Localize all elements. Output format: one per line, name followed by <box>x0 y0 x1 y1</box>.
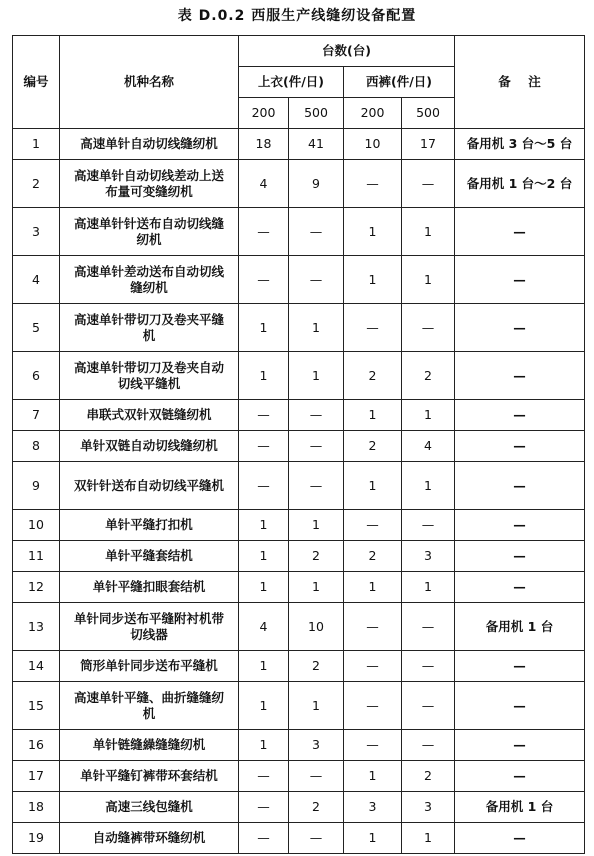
cell-note: — <box>455 256 585 304</box>
cell-trousers-500: — <box>402 304 455 352</box>
header-trousers: 西裤(件/日) <box>344 67 455 98</box>
cell-note: — <box>455 541 585 572</box>
cell-no: 5 <box>13 304 60 352</box>
cell-jacket-500: — <box>289 823 344 854</box>
cell-no: 15 <box>13 682 60 730</box>
cell-jacket-200: 1 <box>239 651 289 682</box>
cell-name: 单针同步送布平缝附衬机带切线器 <box>60 603 239 651</box>
table-row <box>13 761 585 792</box>
cell-trousers-500: 3 <box>402 792 455 823</box>
cell-no: 1 <box>13 129 60 160</box>
cell-jacket-500: — <box>289 431 344 462</box>
cell-trousers-500: 1 <box>402 462 455 510</box>
cell-jacket-200: 1 <box>239 304 289 352</box>
cell-name: 单针平缝套结机 <box>60 541 239 572</box>
cell-jacket-500: 2 <box>289 651 344 682</box>
cell-trousers-500: 17 <box>402 129 455 160</box>
cell-jacket-500: 41 <box>289 129 344 160</box>
cell-jacket-200: — <box>239 761 289 792</box>
table-row <box>13 682 585 730</box>
cell-trousers-500: — <box>402 160 455 208</box>
cell-jacket-200: — <box>239 208 289 256</box>
cell-no: 10 <box>13 510 60 541</box>
cell-jacket-500: 2 <box>289 792 344 823</box>
cell-jacket-200: — <box>239 462 289 510</box>
cell-jacket-500: 1 <box>289 304 344 352</box>
cell-no: 6 <box>13 352 60 400</box>
cell-name: 高速单针自动切线缝纫机 <box>60 129 239 160</box>
header-count: 台数(台) <box>239 36 455 67</box>
cell-trousers-200: 2 <box>344 352 402 400</box>
table-row <box>13 400 585 431</box>
table-row <box>13 510 585 541</box>
table-row <box>13 129 585 160</box>
cell-name: 自动缝裤带环缝纫机 <box>60 823 239 854</box>
cell-name: 高速单针差动送布自动切线缝纫机 <box>60 256 239 304</box>
cell-no: 4 <box>13 256 60 304</box>
cell-name: 高速三线包缝机 <box>60 792 239 823</box>
cell-jacket-500: — <box>289 208 344 256</box>
cell-trousers-200: 2 <box>344 541 402 572</box>
cell-trousers-200: 10 <box>344 129 402 160</box>
cell-note: — <box>455 431 585 462</box>
cell-trousers-500: — <box>402 730 455 761</box>
cell-trousers-200: — <box>344 730 402 761</box>
cell-name: 单针双链自动切线缝纫机 <box>60 431 239 462</box>
cell-jacket-500: 1 <box>289 682 344 730</box>
cell-jacket-500: 1 <box>289 510 344 541</box>
cell-jacket-500: — <box>289 761 344 792</box>
cell-no: 3 <box>13 208 60 256</box>
cell-note: — <box>455 651 585 682</box>
cell-trousers-500: 2 <box>402 352 455 400</box>
cell-name: 串联式双针双链缝纫机 <box>60 400 239 431</box>
cell-trousers-200: 1 <box>344 400 402 431</box>
cell-trousers-500: — <box>402 682 455 730</box>
cell-jacket-500: — <box>289 462 344 510</box>
cell-jacket-500: 1 <box>289 352 344 400</box>
cell-jacket-200: 18 <box>239 129 289 160</box>
cell-no: 19 <box>13 823 60 854</box>
table-body <box>13 129 585 854</box>
cell-jacket-200: 1 <box>239 730 289 761</box>
table-row <box>13 256 585 304</box>
cell-note: — <box>455 572 585 603</box>
cell-trousers-500: 3 <box>402 541 455 572</box>
cell-jacket-200: — <box>239 792 289 823</box>
table-row <box>13 160 585 208</box>
cell-trousers-200: — <box>344 603 402 651</box>
cell-trousers-200: 1 <box>344 823 402 854</box>
cell-note: 备用机 1 台 <box>455 603 585 651</box>
header-trousers-500: 500 <box>402 98 455 129</box>
cell-jacket-200: 4 <box>239 160 289 208</box>
table-row <box>13 792 585 823</box>
cell-jacket-500: — <box>289 256 344 304</box>
cell-name: 高速单针针送布自动切线缝纫机 <box>60 208 239 256</box>
cell-note: 备用机 1 台～2 台 <box>455 160 585 208</box>
cell-note: — <box>455 823 585 854</box>
table-row <box>13 603 585 651</box>
cell-trousers-200: 1 <box>344 256 402 304</box>
cell-trousers-500: — <box>402 510 455 541</box>
header-no: 编号 <box>13 36 60 129</box>
cell-jacket-200: — <box>239 400 289 431</box>
cell-jacket-200: 1 <box>239 572 289 603</box>
cell-note: 备用机 3 台～5 台 <box>455 129 585 160</box>
cell-trousers-500: 1 <box>402 256 455 304</box>
cell-jacket-500: 1 <box>289 572 344 603</box>
cell-trousers-500: 1 <box>402 823 455 854</box>
cell-trousers-500: 1 <box>402 208 455 256</box>
cell-trousers-200: 1 <box>344 462 402 510</box>
cell-trousers-200: — <box>344 510 402 541</box>
cell-trousers-200: — <box>344 651 402 682</box>
cell-note: — <box>455 208 585 256</box>
cell-trousers-200: 1 <box>344 572 402 603</box>
cell-trousers-200: 1 <box>344 761 402 792</box>
cell-note: — <box>455 304 585 352</box>
cell-jacket-200: — <box>239 431 289 462</box>
table-row <box>13 541 585 572</box>
cell-name: 单针链缝繰缝缝纫机 <box>60 730 239 761</box>
cell-note: — <box>455 510 585 541</box>
cell-note: — <box>455 682 585 730</box>
header-jacket: 上衣(件/日) <box>239 67 344 98</box>
cell-name: 高速单针带切刀及卷夹自动切线平缝机 <box>60 352 239 400</box>
header-jacket-200: 200 <box>239 98 289 129</box>
header-note: 备 注 <box>455 36 585 129</box>
cell-jacket-500: 2 <box>289 541 344 572</box>
cell-trousers-200: — <box>344 160 402 208</box>
cell-name: 单针平缝扣眼套结机 <box>60 572 239 603</box>
cell-no: 13 <box>13 603 60 651</box>
cell-jacket-200: 4 <box>239 603 289 651</box>
table-row <box>13 823 585 854</box>
cell-trousers-200: — <box>344 682 402 730</box>
table-caption: 表 D.0.2 西服生产线缝纫设备配置 <box>177 8 417 24</box>
cell-note: — <box>455 400 585 431</box>
cell-trousers-200: 1 <box>344 208 402 256</box>
table-row <box>13 730 585 761</box>
cell-name: 双针针送布自动切线平缝机 <box>60 462 239 510</box>
cell-no: 17 <box>13 761 60 792</box>
cell-trousers-500: 1 <box>402 400 455 431</box>
cell-name: 高速单针带切刀及卷夹平缝机 <box>60 304 239 352</box>
cell-note: — <box>455 352 585 400</box>
header-trousers-200: 200 <box>344 98 402 129</box>
cell-no: 14 <box>13 651 60 682</box>
cell-trousers-500: 4 <box>402 431 455 462</box>
cell-trousers-500: 2 <box>402 761 455 792</box>
cell-trousers-200: 2 <box>344 431 402 462</box>
cell-note: — <box>455 761 585 792</box>
cell-note: — <box>455 462 585 510</box>
table-row <box>13 352 585 400</box>
cell-no: 12 <box>13 572 60 603</box>
cell-jacket-500: 3 <box>289 730 344 761</box>
header-name: 机种名称 <box>60 36 239 129</box>
cell-jacket-200: 1 <box>239 541 289 572</box>
cell-jacket-500: — <box>289 400 344 431</box>
cell-jacket-200: — <box>239 256 289 304</box>
cell-jacket-200: — <box>239 823 289 854</box>
cell-jacket-200: 1 <box>239 352 289 400</box>
cell-jacket-200: 1 <box>239 510 289 541</box>
cell-no: 18 <box>13 792 60 823</box>
cell-jacket-500: 10 <box>289 603 344 651</box>
table-row <box>13 304 585 352</box>
cell-trousers-200: 3 <box>344 792 402 823</box>
cell-no: 8 <box>13 431 60 462</box>
cell-name: 单针平缝打扣机 <box>60 510 239 541</box>
cell-trousers-500: 1 <box>402 572 455 603</box>
cell-jacket-500: 9 <box>289 160 344 208</box>
table-row <box>13 462 585 510</box>
cell-note: 备用机 1 台 <box>455 792 585 823</box>
equipment-table <box>12 35 585 854</box>
cell-note: — <box>455 730 585 761</box>
cell-name: 筒形单针同步送布平缝机 <box>60 651 239 682</box>
cell-no: 7 <box>13 400 60 431</box>
header-jacket-500: 500 <box>289 98 344 129</box>
cell-no: 2 <box>13 160 60 208</box>
table-row <box>13 572 585 603</box>
table-row <box>13 208 585 256</box>
cell-name: 高速单针平缝、曲折缝缝纫机 <box>60 682 239 730</box>
cell-trousers-500: — <box>402 603 455 651</box>
table-row <box>13 651 585 682</box>
table-row <box>13 431 585 462</box>
cell-trousers-200: — <box>344 304 402 352</box>
cell-jacket-200: 1 <box>239 682 289 730</box>
cell-trousers-500: — <box>402 651 455 682</box>
cell-no: 16 <box>13 730 60 761</box>
cell-name: 单针平缝钉裤带环套结机 <box>60 761 239 792</box>
cell-no: 9 <box>13 462 60 510</box>
cell-name: 高速单针自动切线差动上送布量可变缝纫机 <box>60 160 239 208</box>
cell-no: 11 <box>13 541 60 572</box>
